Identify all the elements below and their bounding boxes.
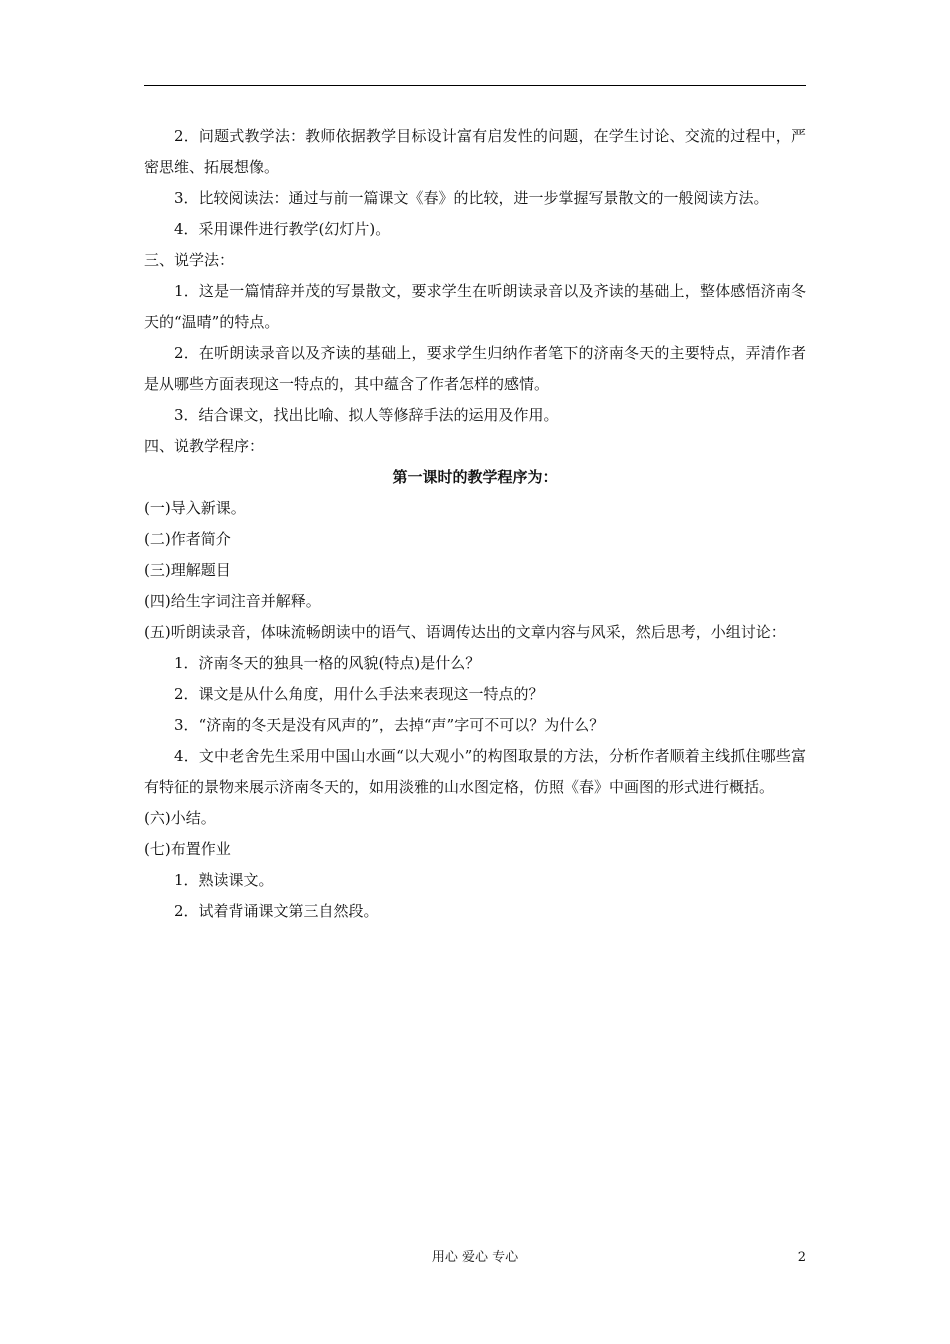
page-number: 2 [797, 1250, 806, 1265]
step-3: (三)理解题目 [144, 561, 231, 579]
question-4: 4．文中老舍先生采用中国山水画“以大观小”的构图取景的方法，分析作者顺着主线抓住哪些富有特征的景物来展示济南冬天的，如用淡雅的山水图定格，仿照《春》中画图的形式进行概括。 [144, 747, 806, 796]
paragraph-learning-1: 1．这是一篇情辞并茂的写景散文，要求学生在听朗读录音以及齐读的基础上，整体感悟济南冬天的“温晴”的特点。 [144, 282, 806, 331]
paragraph-method-2: 2．问题式教学法：教师依据教学目标设计富有启发性的问题，在学生讨论、交流的过程中，严密思维、拓展想像。 [144, 127, 806, 176]
step-4: (四)给生字词注音并解释。 [144, 592, 321, 610]
question-1: 1．济南冬天的独具一格的风貌(特点)是什么？ [174, 654, 481, 672]
document-body [144, 121, 806, 927]
paragraph-learning-2: 2．在听朗读录音以及齐读的基础上，要求学生归纳作者笔下的济南冬天的主要特点，弄清作者是从哪些方面表现这一特点的，其中蕴含了作者怎样的感情。 [144, 344, 806, 393]
step-6: (六)小结。 [144, 809, 216, 827]
paragraph-method-3: 3．比较阅读法：通过与前一篇课文《春》的比较，进一步掌握写景散文的一般阅读方法。 [174, 189, 769, 207]
question-2: 2．课文是从什么角度，用什么手法来表现这一特点的？ [174, 685, 544, 703]
footer-slogan: 用心 爱心 专心 [431, 1250, 519, 1265]
homework-1: 1．熟读课文。 [174, 871, 274, 889]
step-5: (五)听朗读录音，体味流畅朗读中的语气、语调传达出的文章内容与风采，然后思考，小组讨论： [144, 623, 786, 641]
header-rule [144, 85, 806, 86]
question-3: 3．“济南的冬天是没有风声的”，去掉“声”字可不可以？为什么？ [174, 716, 605, 734]
step-7: (七)布置作业 [144, 840, 231, 858]
paragraph-learning-3: 3．结合课文，找出比喻、拟人等修辞手法的运用及作用。 [174, 406, 559, 424]
section-heading-learning: 三、说学法： [144, 251, 235, 269]
step-1: (一)导入新课。 [144, 499, 246, 517]
step-2: (二)作者简介 [144, 530, 231, 548]
homework-2: 2．试着背诵课文第三自然段。 [174, 902, 379, 920]
section-heading-procedure: 四、说教学程序： [144, 437, 265, 455]
paragraph-method-4: 4．采用课件进行教学(幻灯片)。 [174, 220, 391, 238]
procedure-title: 第一课时的教学程序为： [392, 468, 558, 486]
